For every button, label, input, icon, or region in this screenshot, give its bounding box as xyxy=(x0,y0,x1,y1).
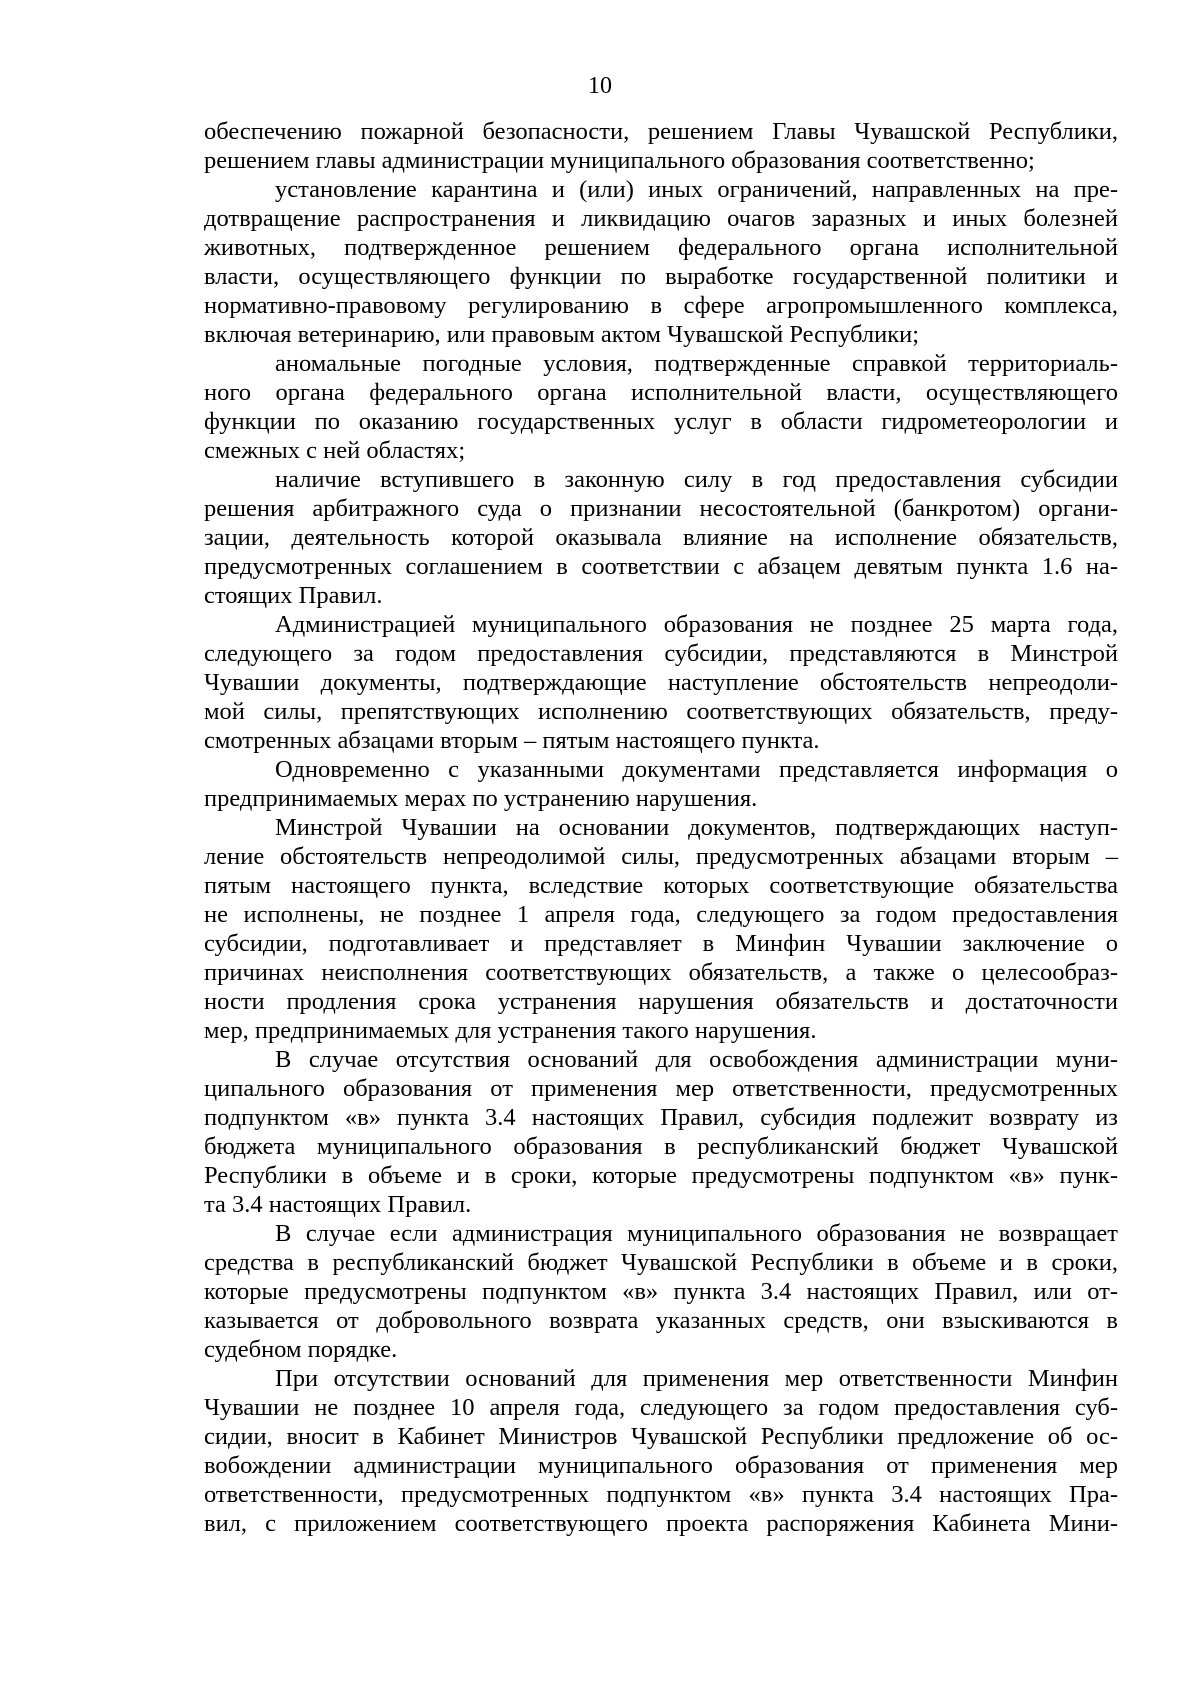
text-line: следующего за годом предоставления субсидии, представляются в Минстрой xyxy=(204,640,1118,667)
text-line: включая ветеринарию, или правовым актом Чувашской Республики; xyxy=(204,321,920,348)
text-line: смежных с ней областях; xyxy=(204,437,466,464)
paragraph xyxy=(204,1045,1118,1219)
text-line: мер, предпринимаемых для устранения такого нарушения. xyxy=(204,1017,817,1044)
text-line: При отсутствии оснований для применения мер ответственности Минфин xyxy=(275,1365,1118,1392)
text-line: субсидии, подготавливает и представляет в Минфин Чувашии заключение о xyxy=(204,930,1118,957)
text-line: казывается от добровольного возврата указанных средств, они взыскиваются в xyxy=(204,1307,1118,1334)
text-line: животных, подтвержденное решением федерального органа исполнительной xyxy=(204,234,1118,261)
text-line: функции по оказанию государственных услуг в области гидрометеорологии и xyxy=(204,408,1118,435)
page-number: 10 xyxy=(588,73,612,99)
text-line: которые предусмотрены подпунктом «в» пункта 3.4 настоящих Правил, или от- xyxy=(204,1278,1118,1305)
text-line: мой силы, препятствующих исполнению соответствующих обязательств, преду- xyxy=(204,698,1118,725)
paragraph xyxy=(204,349,1118,465)
text-line: Республики в объеме и в сроки, которые предусмотрены подпунктом «в» пунк- xyxy=(204,1162,1118,1189)
paragraph xyxy=(204,1219,1118,1364)
text-line: В случае отсутствия оснований для освобождения администрации муни- xyxy=(275,1046,1118,1073)
text-line: предпринимаемых мерах по устранению нарушения. xyxy=(204,785,758,812)
text-line: решения арбитражного суда о признании несостоятельной (банкротом) органи- xyxy=(204,495,1118,522)
text-line: власти, осуществляющего функции по выработке государственной политики и xyxy=(204,263,1118,290)
text-line: решением главы администрации муниципального образования соответственно; xyxy=(204,147,1035,174)
text-line: наличие вступившего в законную силу в год предоставления субсидии xyxy=(275,466,1118,493)
text-line: Чувашии документы, подтверждающие наступление обстоятельств непреодоли- xyxy=(204,669,1118,696)
text-line: смотренных абзацами вторым – пятым настоящего пункта. xyxy=(204,727,820,754)
text-line: Одновременно с указанными документами представляется информация о xyxy=(275,756,1118,783)
text-line: нормативно-правовому регулированию в сфере агропромышленного комплекса, xyxy=(204,292,1118,319)
text-line: зации, деятельность которой оказывала влияние на исполнение обязательств, xyxy=(204,524,1118,551)
text-line: средства в республиканский бюджет Чувашской Республики в объеме и в сроки, xyxy=(204,1249,1118,1276)
text-line: установление карантина и (или) иных ограничений, направленных на пре- xyxy=(275,176,1118,203)
text-line: аномальные погодные условия, подтвержденные справкой территориаль- xyxy=(275,350,1118,377)
text-line: пятым настоящего пункта, вследствие которых соответствующие обязательства xyxy=(204,872,1118,899)
text-line: вобождении администрации муниципального образования от применения мер xyxy=(204,1452,1118,1479)
text-line: ответственности, предусмотренных подпунктом «в» пункта 3.4 настоящих Пра- xyxy=(204,1481,1118,1508)
paragraph xyxy=(204,813,1118,1045)
paragraph xyxy=(204,610,1118,755)
text-line: бюджета муниципального образования в республиканский бюджет Чувашской xyxy=(204,1133,1118,1160)
paragraph xyxy=(204,465,1118,610)
text-line: судебном порядке. xyxy=(204,1336,398,1363)
text-line: дотвращение распространения и ликвидацию очагов заразных и иных болезней xyxy=(204,205,1118,232)
text-line: стоящих Правил. xyxy=(204,582,383,609)
paragraph xyxy=(204,1364,1118,1538)
text-line: обеспечению пожарной безопасности, решением Главы Чувашской Республики, xyxy=(204,118,1118,145)
text-line: причинах неисполнения соответствующих обязательств, а также о целесообраз- xyxy=(204,959,1118,986)
text-line: предусмотренных соглашением в соответствии с абзацем девятым пункта 1.6 на- xyxy=(204,553,1118,580)
text-line: сидии, вносит в Кабинет Министров Чувашской Республики предложение об ос- xyxy=(204,1423,1118,1450)
text-line: ного органа федерального органа исполнительной власти, осуществляющего xyxy=(204,379,1118,406)
text-line: ление обстоятельств непреодолимой силы, предусмотренных абзацами вторым – xyxy=(204,843,1118,870)
text-line: не исполнены, не позднее 1 апреля года, следующего за годом предоставления xyxy=(204,901,1118,928)
text-line: вил, с приложением соответствующего проекта распоряжения Кабинета Мини- xyxy=(204,1510,1118,1537)
text-line: В случае если администрация муниципального образования не возвращает xyxy=(275,1220,1118,1247)
text-line: Чувашии не позднее 10 апреля года, следующего за годом предоставления суб- xyxy=(204,1394,1118,1421)
text-line: Администрацией муниципального образования не позднее 25 марта года, xyxy=(275,611,1118,638)
text-line: ности продления срока устранения нарушения обязательств и достаточности xyxy=(204,988,1118,1015)
text-line: ципального образования от применения мер ответственности, предусмотренных xyxy=(204,1075,1118,1102)
text-line: та 3.4 настоящих Правил. xyxy=(204,1191,472,1218)
text-line: подпунктом «в» пункта 3.4 настоящих Правил, субсидия подлежит возврату из xyxy=(204,1104,1118,1131)
paragraph xyxy=(204,755,1118,813)
text-line: Минстрой Чувашии на основании документов, подтверждающих наступ- xyxy=(275,814,1118,841)
paragraph xyxy=(204,117,1118,175)
paragraph xyxy=(204,175,1118,349)
document-body xyxy=(204,117,1118,1538)
